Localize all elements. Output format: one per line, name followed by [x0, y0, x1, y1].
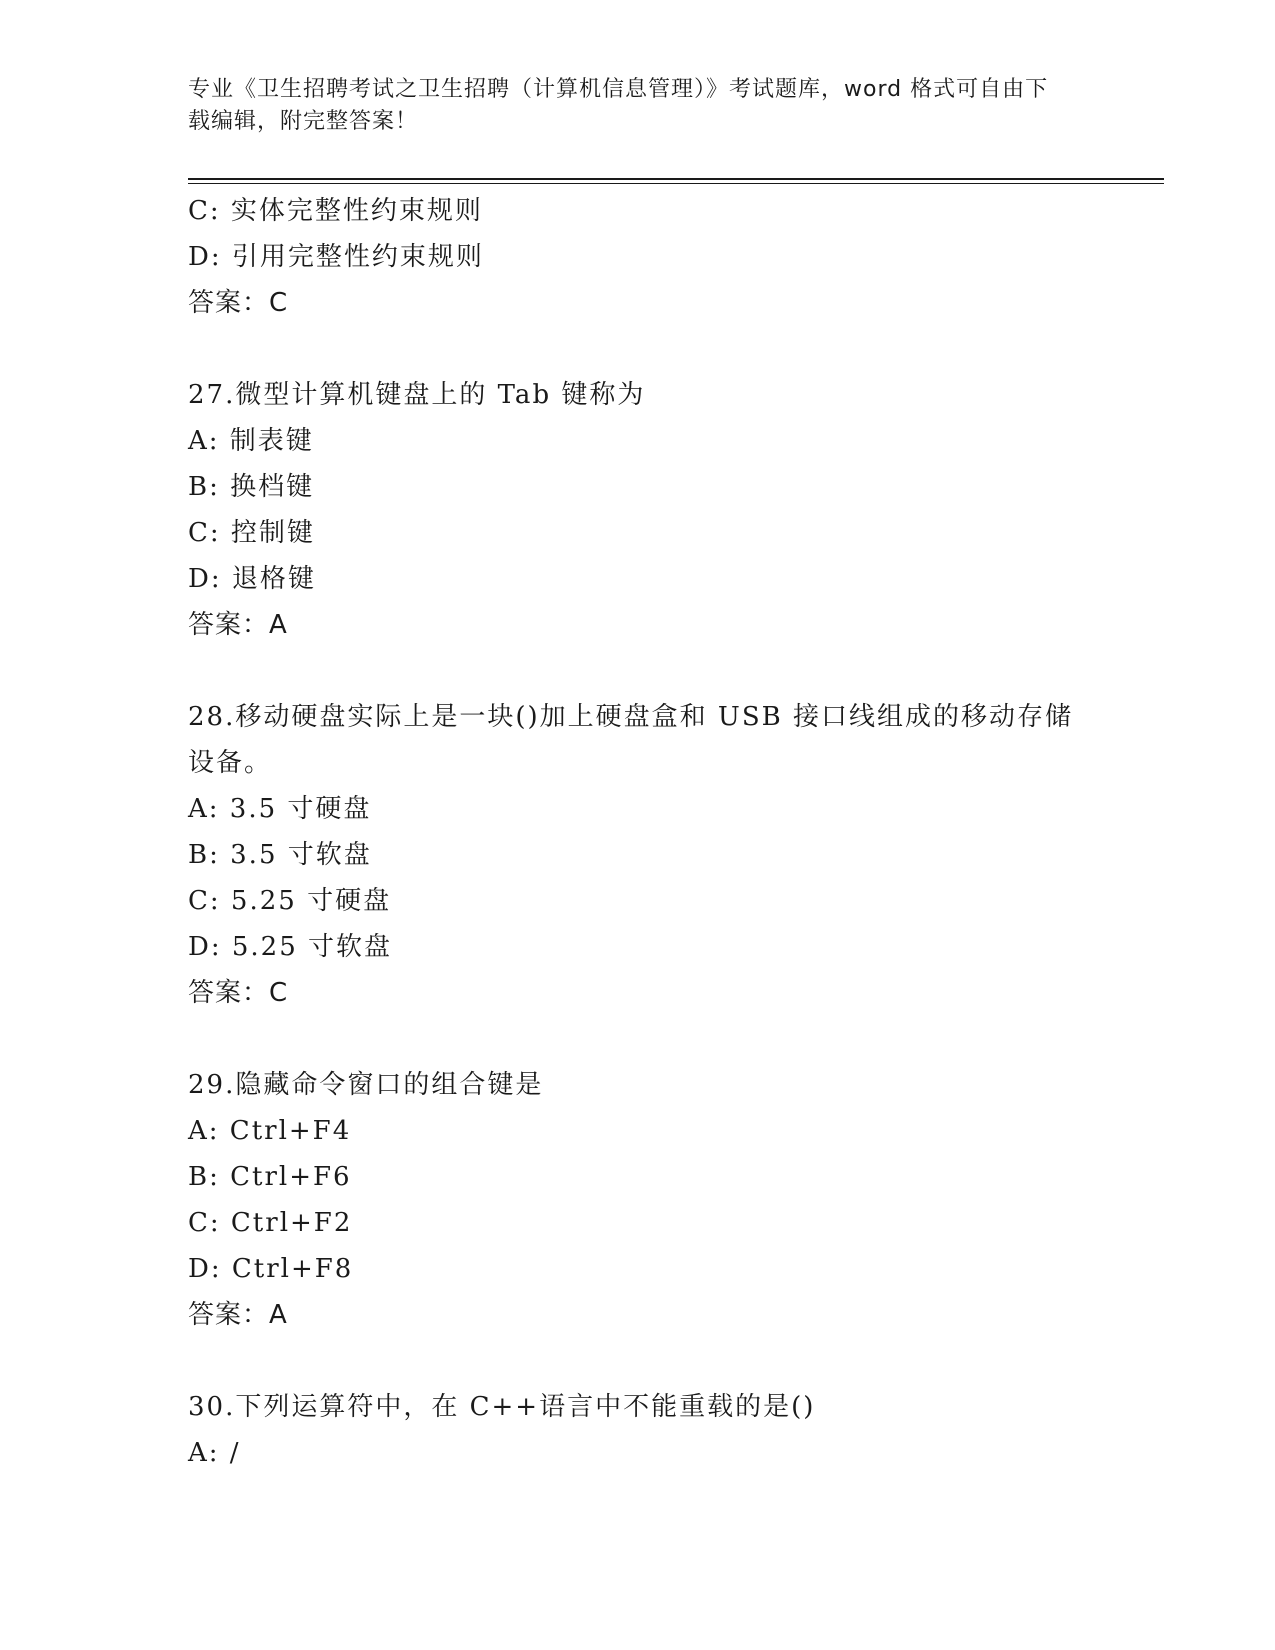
document-header: 专业《卫生招聘考试之卫生招聘（计算机信息管理）》考试题库，word 格式可自由下载编辑，附完整答案！: [188, 77, 1049, 134]
option-c: C: 控制键: [188, 518, 315, 548]
header-rule-thick: [188, 178, 1164, 180]
header-rule-thin: [188, 183, 1164, 184]
answer-line: 答案：A: [188, 610, 288, 640]
option-a: A: /: [188, 1438, 241, 1468]
option-d: D: 5.25 寸软盘: [188, 932, 393, 962]
question-block-27: [188, 372, 1088, 648]
question-block-30: [188, 1384, 1088, 1476]
question-text: 30.下列运算符中，在 C++语言中不能重载的是(): [188, 1392, 816, 1422]
option-c: C: Ctrl+F2: [188, 1208, 353, 1238]
option-d: D: 引用完整性约束规则: [188, 242, 484, 272]
question-block-26: [188, 188, 1088, 326]
option-a: A: 制表键: [188, 426, 314, 456]
answer-line: 答案：C: [188, 288, 289, 318]
option-c: C: 实体完整性约束规则: [188, 196, 483, 226]
option-c: C: 5.25 寸硬盘: [188, 886, 392, 916]
question-list: [188, 188, 1088, 1476]
question-text: 28.移动硬盘实际上是一块()加上硬盘盒和 USB 接口线组成的移动存储设备。: [188, 702, 1073, 778]
option-d: D: Ctrl+F8: [188, 1254, 354, 1284]
question-block-29: [188, 1062, 1088, 1338]
answer-line: 答案：C: [188, 978, 289, 1008]
option-d: D: 退格键: [188, 564, 316, 594]
option-b: B: Ctrl+F6: [188, 1162, 352, 1192]
answer-line: 答案：A: [188, 1300, 288, 1330]
question-text: 27.微型计算机键盘上的 Tab 键称为: [188, 380, 646, 410]
option-a: A: Ctrl+F4: [188, 1116, 352, 1146]
option-a: A: 3.5 寸硬盘: [188, 794, 372, 824]
option-b: B: 3.5 寸软盘: [188, 840, 372, 870]
question-block-28: [188, 694, 1088, 1016]
option-b: B: 换档键: [188, 472, 315, 502]
question-text: 29.隐藏命令窗口的组合键是: [188, 1070, 544, 1100]
